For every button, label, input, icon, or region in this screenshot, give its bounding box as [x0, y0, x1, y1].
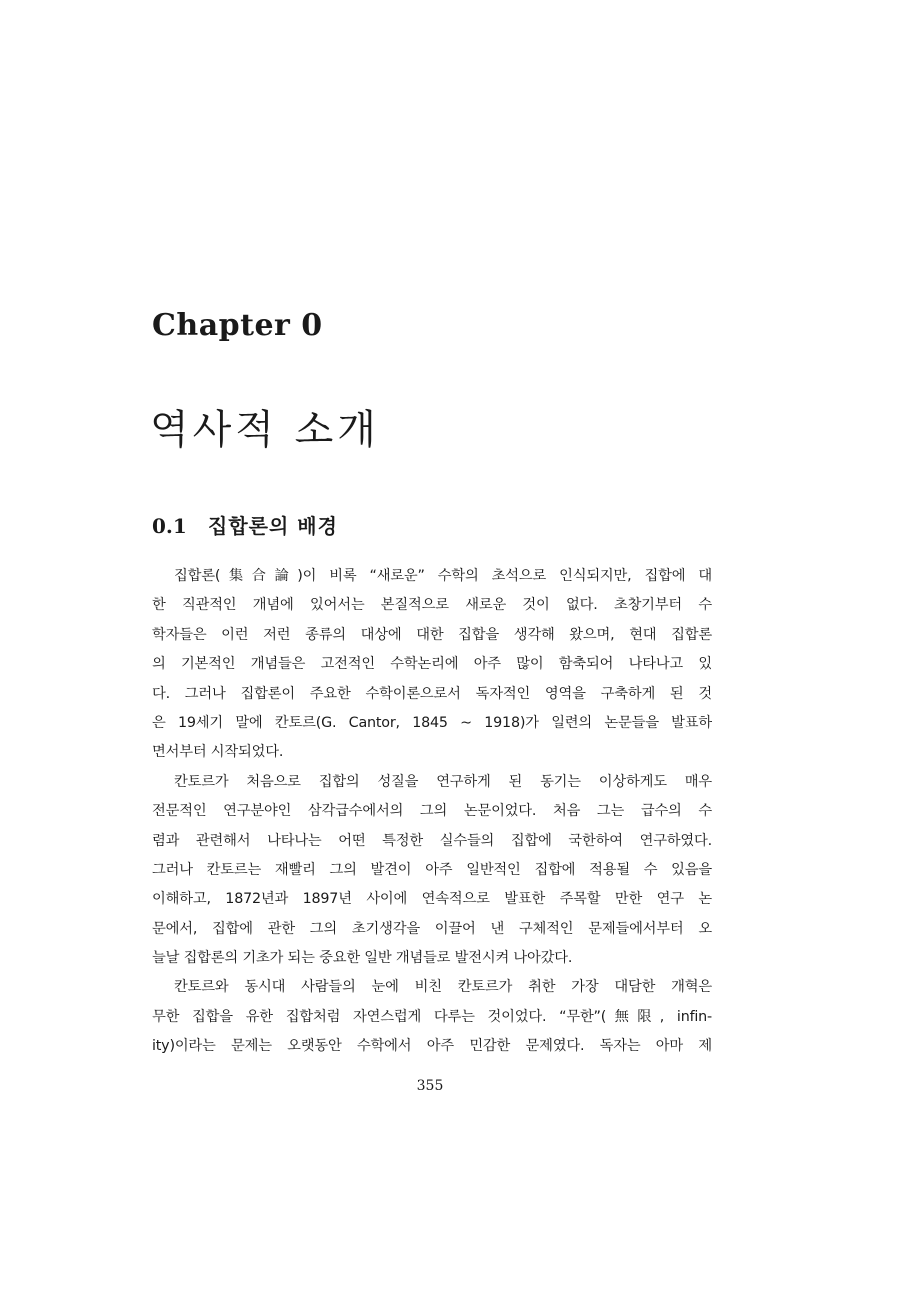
section-heading: [152, 510, 338, 539]
text-line: 그러나 칸토르는 재빨리 그의 발견이 아주 일반적인 집합에 적용될 수 있음을: [152, 861, 712, 878]
text-line: 전문적인 연구분야인 삼각급수에서의 그의 논문이었다. 처음 그는 급수의 수: [152, 803, 712, 820]
text-line: 은 19세기 말에 칸토르(G. Cantor, 1845 ∼ 1918)가 일련의 논문들을 발표하: [152, 714, 712, 731]
chapter-title: 역사적 소개: [150, 407, 380, 453]
section-number: 0.1: [152, 514, 187, 538]
body-text: [152, 562, 712, 1062]
text-line: 칸토르와 동시대 사람들의 눈에 비친 칸토르가 취한 가장 대담한 개혁은: [174, 979, 712, 996]
paragraph: [152, 973, 712, 1061]
text-line: ity)이라는 문제는 오랫동안 수학에서 아주 민감한 문제였다. 독자는 아마 제: [152, 1038, 712, 1055]
text-line: 학자들은 이런 저런 종류의 대상에 대한 집합을 생각해 왔으며, 현대 집합론: [152, 626, 712, 643]
text-line: 다. 그러나 집합론이 주요한 수학이론으로서 독자적인 영역을 구축하게 된 것: [152, 685, 712, 702]
text-line: 칸토르가 처음으로 집합의 성질을 연구하게 된 동기는 이상하게도 매우: [174, 773, 712, 790]
text-line: 무한 집합을 유한 집합처럼 자연스럽게 다루는 것이었다. “무한”(無限, infin-: [152, 1008, 712, 1025]
text-line: 이해하고, 1872년과 1897년 사이에 연속적으로 발표한 주목할 만한 연구 논: [152, 891, 712, 908]
text-line: 렴과 관련해서 나타나는 어떤 특정한 실수들의 집합에 국한하여 연구하였다.: [152, 832, 712, 849]
text-line: 집합론(集合論)이 비록 “새로운” 수학의 초석으로 인식되지만, 집합에 대: [174, 568, 712, 584]
text-line: 문에서, 집합에 관한 그의 초기생각을 이끌어 낸 구체적인 문제들에서부터 오: [152, 920, 712, 937]
page-number: 355: [416, 1078, 444, 1094]
text-line: 면서부터 시작되었다.: [152, 744, 284, 761]
text-line: 한 직관적인 개념에 있어서는 본질적으로 새로운 것이 없다. 초창기부터 수: [152, 597, 712, 614]
text-line: 늘날 집합론의 기초가 되는 중요한 일반 개념들로 발전시켜 나아갔다.: [152, 950, 573, 967]
chapter-label: Chapter 0: [152, 308, 323, 343]
paragraph: [152, 562, 712, 768]
text-line: 의 기본적인 개념들은 고전적인 수학논리에 아주 많이 함축되어 나타나고 있: [152, 656, 712, 673]
paragraph: [152, 768, 712, 974]
section-title: 집합론의 배경: [208, 514, 338, 538]
